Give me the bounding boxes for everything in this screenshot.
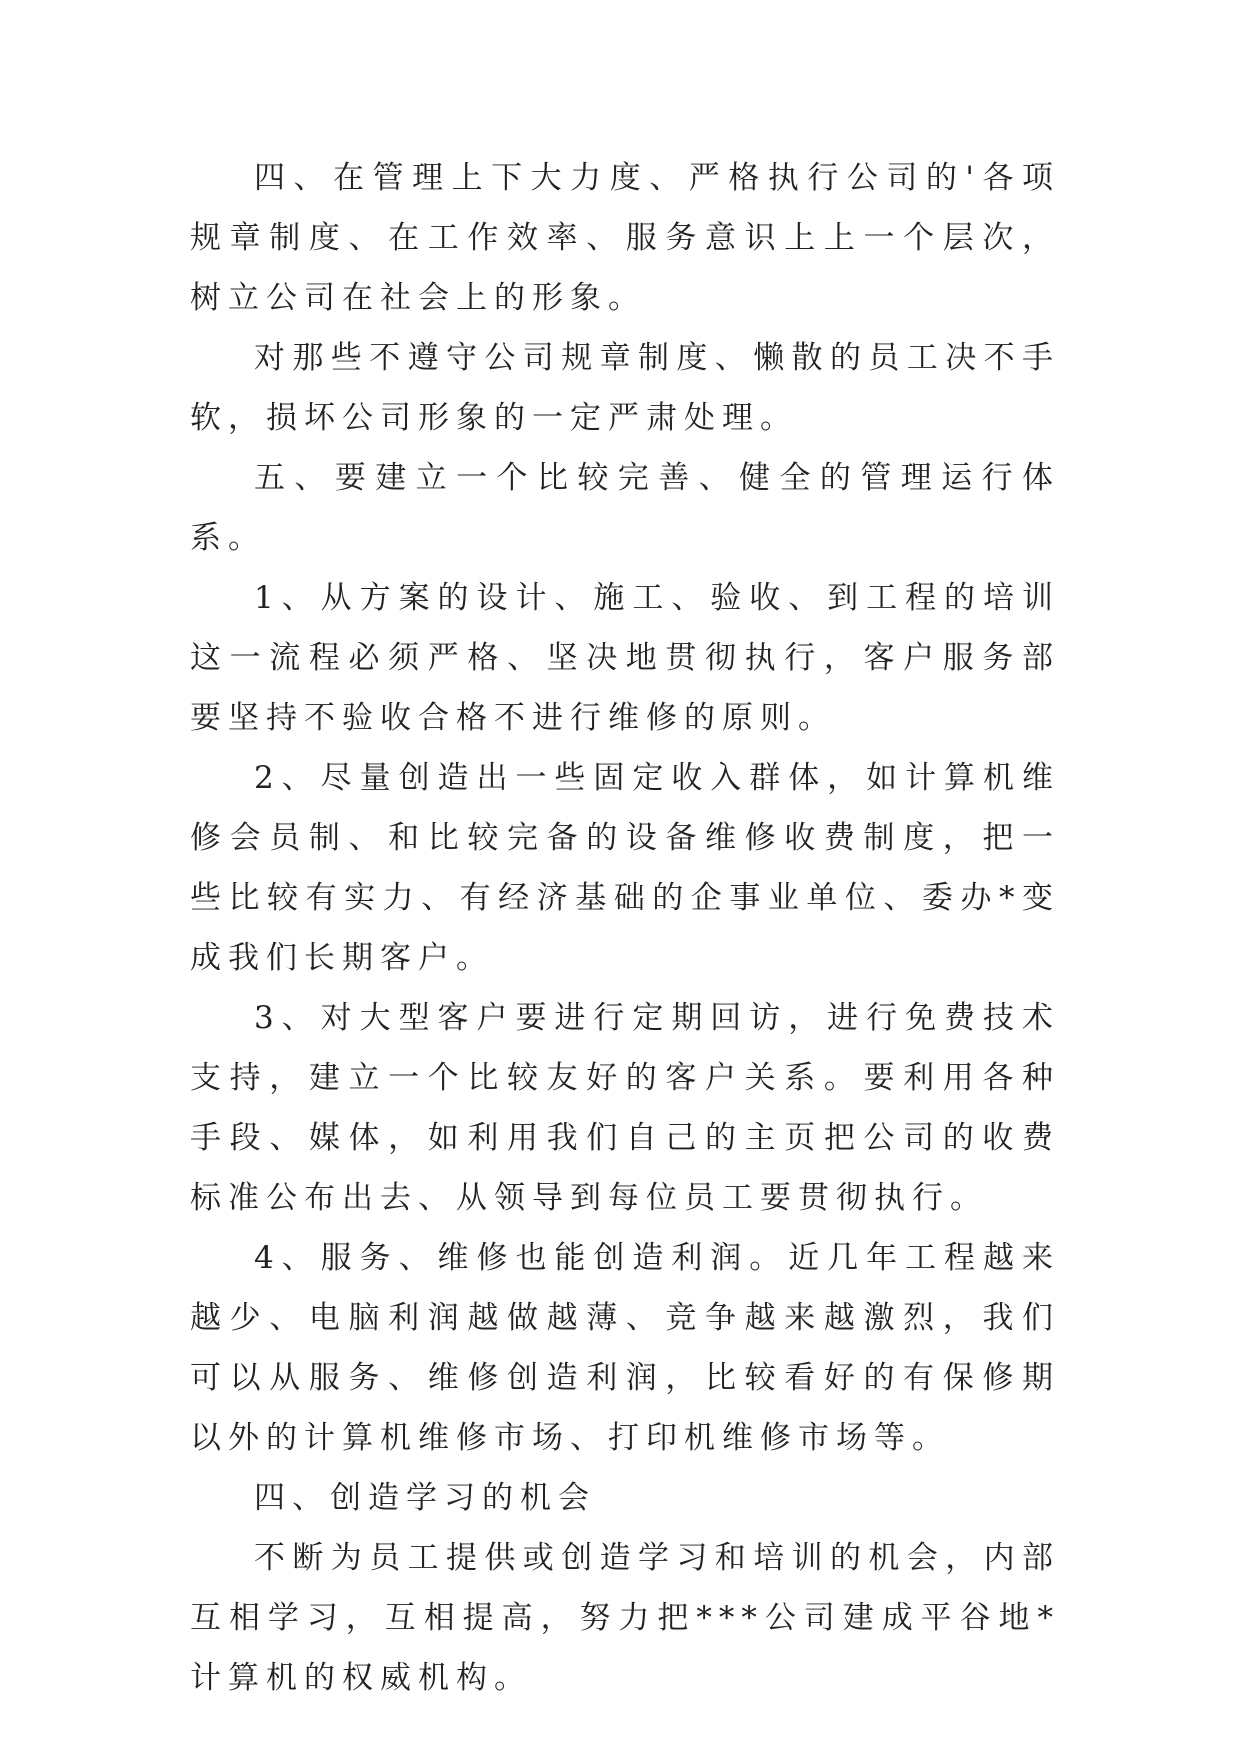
- paragraph-discipline: 对那些不遵守公司规章制度、懒散的员工决不手软，损坏公司形象的一定严肃处理。: [190, 340, 1060, 436]
- paragraph-learning-heading: 四、创造学习的机会: [254, 1480, 596, 1516]
- paragraph-item-1: 1、从方案的设计、施工、验收、到工程的培训这一流程必须严格、坚决地贯彻执行，客户服务部要坚持不验收合格不进行维修的原则。: [190, 580, 1060, 736]
- document-page: [190, 148, 1060, 1708]
- paragraph-item-2: 2、尽量创造出一些固定收入群体，如计算机维修会员制、和比较完备的设备维修收费制度，把一些比较有实力、有经济基础的企事业单位、委办*变成我们长期客户。: [190, 760, 1060, 976]
- paragraph-management-system: 五、要建立一个比较完善、健全的管理运行体系。: [190, 460, 1060, 556]
- paragraph-management-rules: 四、在管理上下大力度、严格执行公司的'各项规章制度、在工作效率、服务意识上上一个层次，树立公司在社会上的形象。: [190, 160, 1060, 316]
- paragraph-learning-body: 不断为员工提供或创造学习和培训的机会，内部互相学习，互相提高，努力把***公司建成平谷地*计算机的权威机构。: [190, 1540, 1060, 1696]
- paragraph-item-3: 3、对大型客户要进行定期回访，进行免费技术支持，建立一个比较友好的客户关系。要利用各种手段、媒体，如利用我们自己的主页把公司的收费标准公布出去、从领导到每位员工要贯彻执行。: [190, 1000, 1060, 1216]
- paragraph-item-4: 4、服务、维修也能创造利润。近几年工程越来越少、电脑利润越做越薄、竞争越来越激烈，我们可以从服务、维修创造利润，比较看好的有保修期以外的计算机维修市场、打印机维修市场等。: [190, 1240, 1060, 1456]
